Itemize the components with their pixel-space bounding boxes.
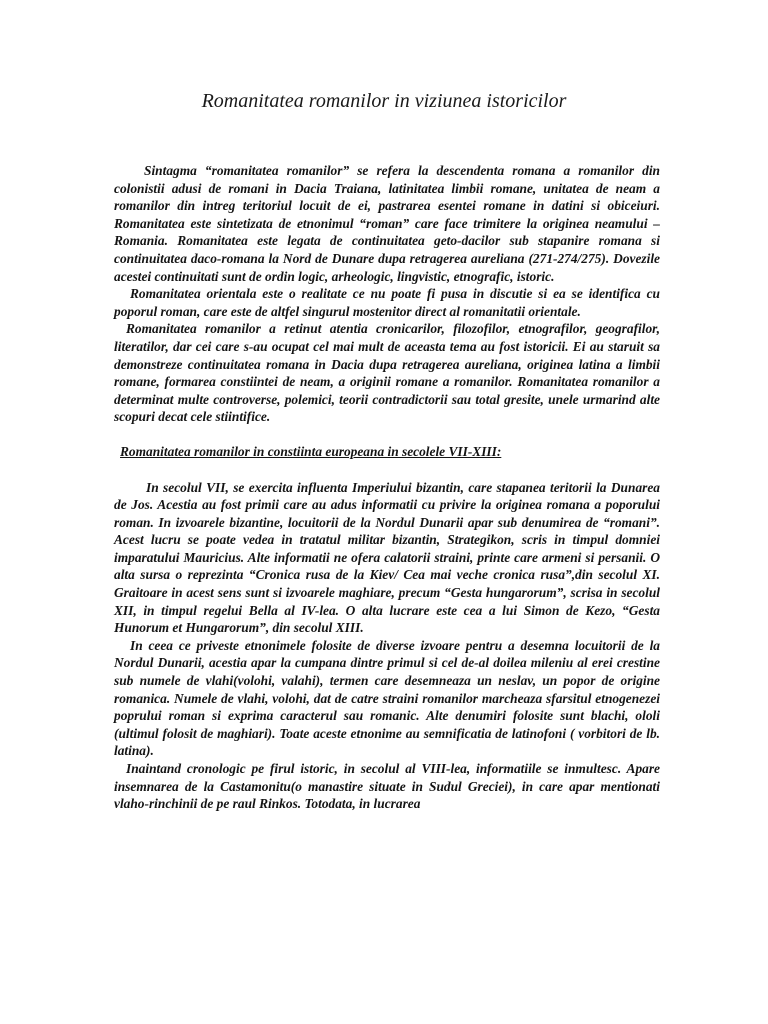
paragraph-oriental-romanity: Romanitatea orientala este o realitate ce nu poate fi pusa in discutie si ea se identifica cu poporul roman, care este de altfel singurul mostenitor direct al romanitatii orientale. — [114, 286, 660, 319]
document-body — [114, 162, 660, 813]
section-heading: Romanitatea romanilor in constiinta europeana in secolele VII-XIII: — [120, 443, 502, 459]
paragraph-intro: Sintagma “romanitatea romanilor” se refera la descendenta romana a romanilor din colonistii adusi de romani in Dacia Traiana, latinitatea limbii romane, unitatea de neam a romanilor din intreg teritoriul locuit de ei, pastrarea esentei romane in datini si obiceiuri. Romanitatea este sintetizata de etnonimul “roman” care face trimitere la originea neamului – Romania. Romanitatea este legata de continuitatea geto-dacilor sub stapanire romana si continuitatea daco-romana la Nord de Dunare dupa retragerea aureliana (271-274/275). Dovezile acestei continuitati sunt de ordin logic, arheologic, lingvistic, etnografic, istoric. — [114, 163, 660, 284]
document-title: Romanitatea romanilor in viziunea istoricilor — [201, 90, 567, 112]
paragraph-historians: Romanitatea romanilor a retinut atentia cronicarilor, filozofilor, etnografilor, geografilor, literatilor, dar cei care s-au ocupat cel mai mult de aceasta tema au fost istoricii. Ei au staruit sa demonstreze continuitatea romana in Dacia dupa retragerea aureliana, originea latina a limbii romane, formarea constiintei de neam, a originii romane a romanilor. Romanitatea romanilor a determinat multe controverse, polemici, teorii contradictorii sau total gresite, unele urmarind alte scopuri decat cele stiintifice. — [114, 321, 660, 425]
paragraph-ethnonyms: In ceea ce priveste etnonimele folosite de diverse izvoare pentru a desemna locuitorii de la Nordul Dunarii, acestia apar la cumpana dintre primul si cel de-al doilea mileniu al erei crestine sub numele de vlahi(volohi, valahi), termen care desemneaza un neslav, un popor de origine romanica. Numele de vlahi, volohi, dat de catre straini romanilor marcheaza sfarsitul etnogenezei poprului roman si exprima caracterul sau romanic. Alte denumiri folosite sunt blachi, ololi (ultimul folosit de maghiari). Toate aceste etnonime au semnificatia de latinofoni ( vorbitori de lb. latina). — [114, 637, 660, 759]
paragraph-eighth-century: Inaintand cronologic pe firul istoric, in secolul al VIII-lea, informatiile se inmultesc. Apare insemnarea de la Castamonitu(o manastire situate in Sudul Greciei), in care apar mentionati vlaho-rinchinii de pe raul Rinkos. Totodata, in lucrarea — [114, 761, 660, 812]
paragraph-seventh-century: In secolul VII, se exercita influenta Imperiului bizantin, care stapanea teritorii la Dunarea de Jos. Acestia au fost primii care au adus informatii cu privire la originea romana a poporului roman. In izvoarele bizantine, locuitorii de la Nordul Dunarii apar sub denumirea de “romani”. Acest lucru se poate vedea in tratatul militar bizantin, Strategikon, scris in timpul domniei imparatului Mauricius. Alte informatii ne ofera calatorii straini, printe care armeni si persanii. O alta sursa o reprezinta “Cronica rusa de la Kiev/ Cea mai veche cronica rusa”,din secolul XI. Graitoare in acest sens sunt si izvoarele maghiare, precum “Gesta hungarorum”, scrisa in secolul XII, in timpul regelui Bella al IV-lea. O alta lucrare este cea a lui Simon de Kezo, “Gesta Hunorum et Hungarorum”, din secolul XIII. — [114, 479, 660, 636]
